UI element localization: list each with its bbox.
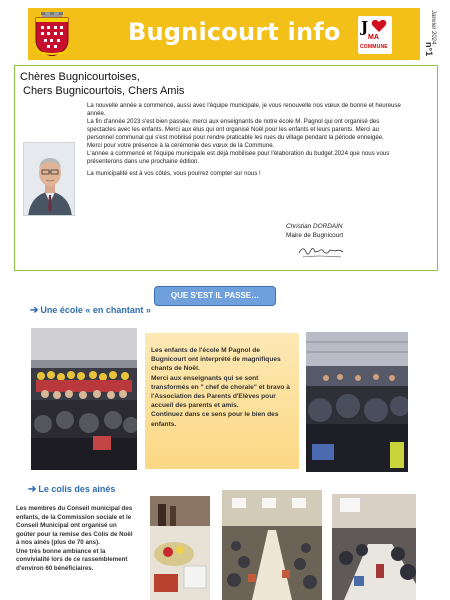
editorial-paragraph: Merci pour votre présence à la cérémonie des vœux de la Commune. bbox=[87, 142, 275, 149]
editorial-paragraph: La nouvelle année a commencé, aussi avec l'équipe municipale, je vous renouvelle nos vœux de bonne et heureuse année. bbox=[87, 102, 401, 117]
masthead bbox=[28, 8, 420, 60]
elders-heading bbox=[28, 484, 115, 495]
arrow-right-icon: ➔ bbox=[30, 305, 39, 316]
elders-paragraph: Les membres du Conseil municipal des enfants, de la Commission sociale et le Conseil Municipal ont organisé un goûter pour la remise des Colis de Noël à nos ainés (plus de 70 ans). bbox=[16, 505, 133, 546]
town-crest-icon bbox=[34, 12, 70, 56]
school-story-box bbox=[145, 333, 299, 469]
heart-icon bbox=[371, 19, 387, 33]
mayor-name: Christian DORDAIN bbox=[286, 223, 343, 230]
logo-commune: COMMUNE bbox=[360, 44, 388, 50]
hall-gathering-photo bbox=[222, 490, 322, 600]
section-banner-label: QUE S'EST IL PASSE… bbox=[170, 291, 260, 300]
arrow-right-icon: ➔ bbox=[28, 484, 37, 495]
elders-story-text bbox=[16, 505, 134, 573]
school-choir-photo bbox=[31, 328, 137, 470]
mayor-role: Maire de Bugnicourt bbox=[286, 232, 344, 239]
handwritten-signature bbox=[297, 243, 347, 261]
mayor-portrait bbox=[23, 142, 75, 216]
school-heading-label: Une école « en chantant » bbox=[40, 305, 151, 315]
school-story-text bbox=[151, 346, 293, 429]
elders-paragraph: Une très bonne ambiance et la convivialité lors de ce rassemblement d'environ 60 bénéficiaires. bbox=[16, 547, 128, 572]
jaime-ma-commune-logo bbox=[358, 16, 392, 54]
logo-letter: J bbox=[361, 18, 369, 36]
editorial-paragraph: La fin d'année 2023 s'est bien passée, merci aux enseignants de notre école M. Pagnol qui ont organisé des spectacles avec les enfants. Merci aux élus qui ont organisé Noël pour les enfants et leurs parents. Merci au personnel communal qui s'est mobilisé pour rendre praticable les rues du village pendant la période enneigée. bbox=[87, 118, 384, 141]
mayor-editorial bbox=[14, 65, 438, 271]
issue-date: Janvier 2024 bbox=[430, 10, 436, 45]
greeting-line-1: Chères Bugnicourtoises, bbox=[20, 71, 140, 83]
elders-table-photo bbox=[332, 494, 416, 600]
greeting-line-2: Chers Bugnicourtois, Chers Amis bbox=[23, 85, 185, 97]
school-audience-photo bbox=[306, 332, 408, 472]
school-paragraph: Les enfants de l'école M Pagnol de Bugnicourt ont interprété de magnifiques chants de Noël. bbox=[151, 347, 281, 373]
gift-packages-photo bbox=[150, 496, 210, 600]
editorial-text bbox=[87, 102, 405, 178]
editorial-paragraph: La municipalité est à vos côtés, vous pourrez compter sur nous ! bbox=[87, 170, 261, 177]
elders-heading-label: Le colis des ainés bbox=[38, 484, 116, 494]
section-banner bbox=[154, 286, 276, 306]
logo-ma: MA bbox=[368, 34, 379, 41]
school-paragraph: Merci aux enseignants qui se sont transformés en " chef de chorale" et bravo à l'Association des Parents d'Elèves pour accueil des parents et amis. bbox=[151, 374, 290, 410]
school-heading bbox=[30, 305, 151, 316]
newsletter-title: Bugnicourt info bbox=[128, 18, 341, 46]
editorial-paragraph: L'année a commencé et l'équipe municipale est déjà mobilisée pour l'élaboration du budget 2024 que nous vous présenterons dans une prochaine édition. bbox=[87, 150, 390, 165]
school-paragraph: Continuez dans ce sens pour le bien des enfants. bbox=[151, 411, 279, 428]
